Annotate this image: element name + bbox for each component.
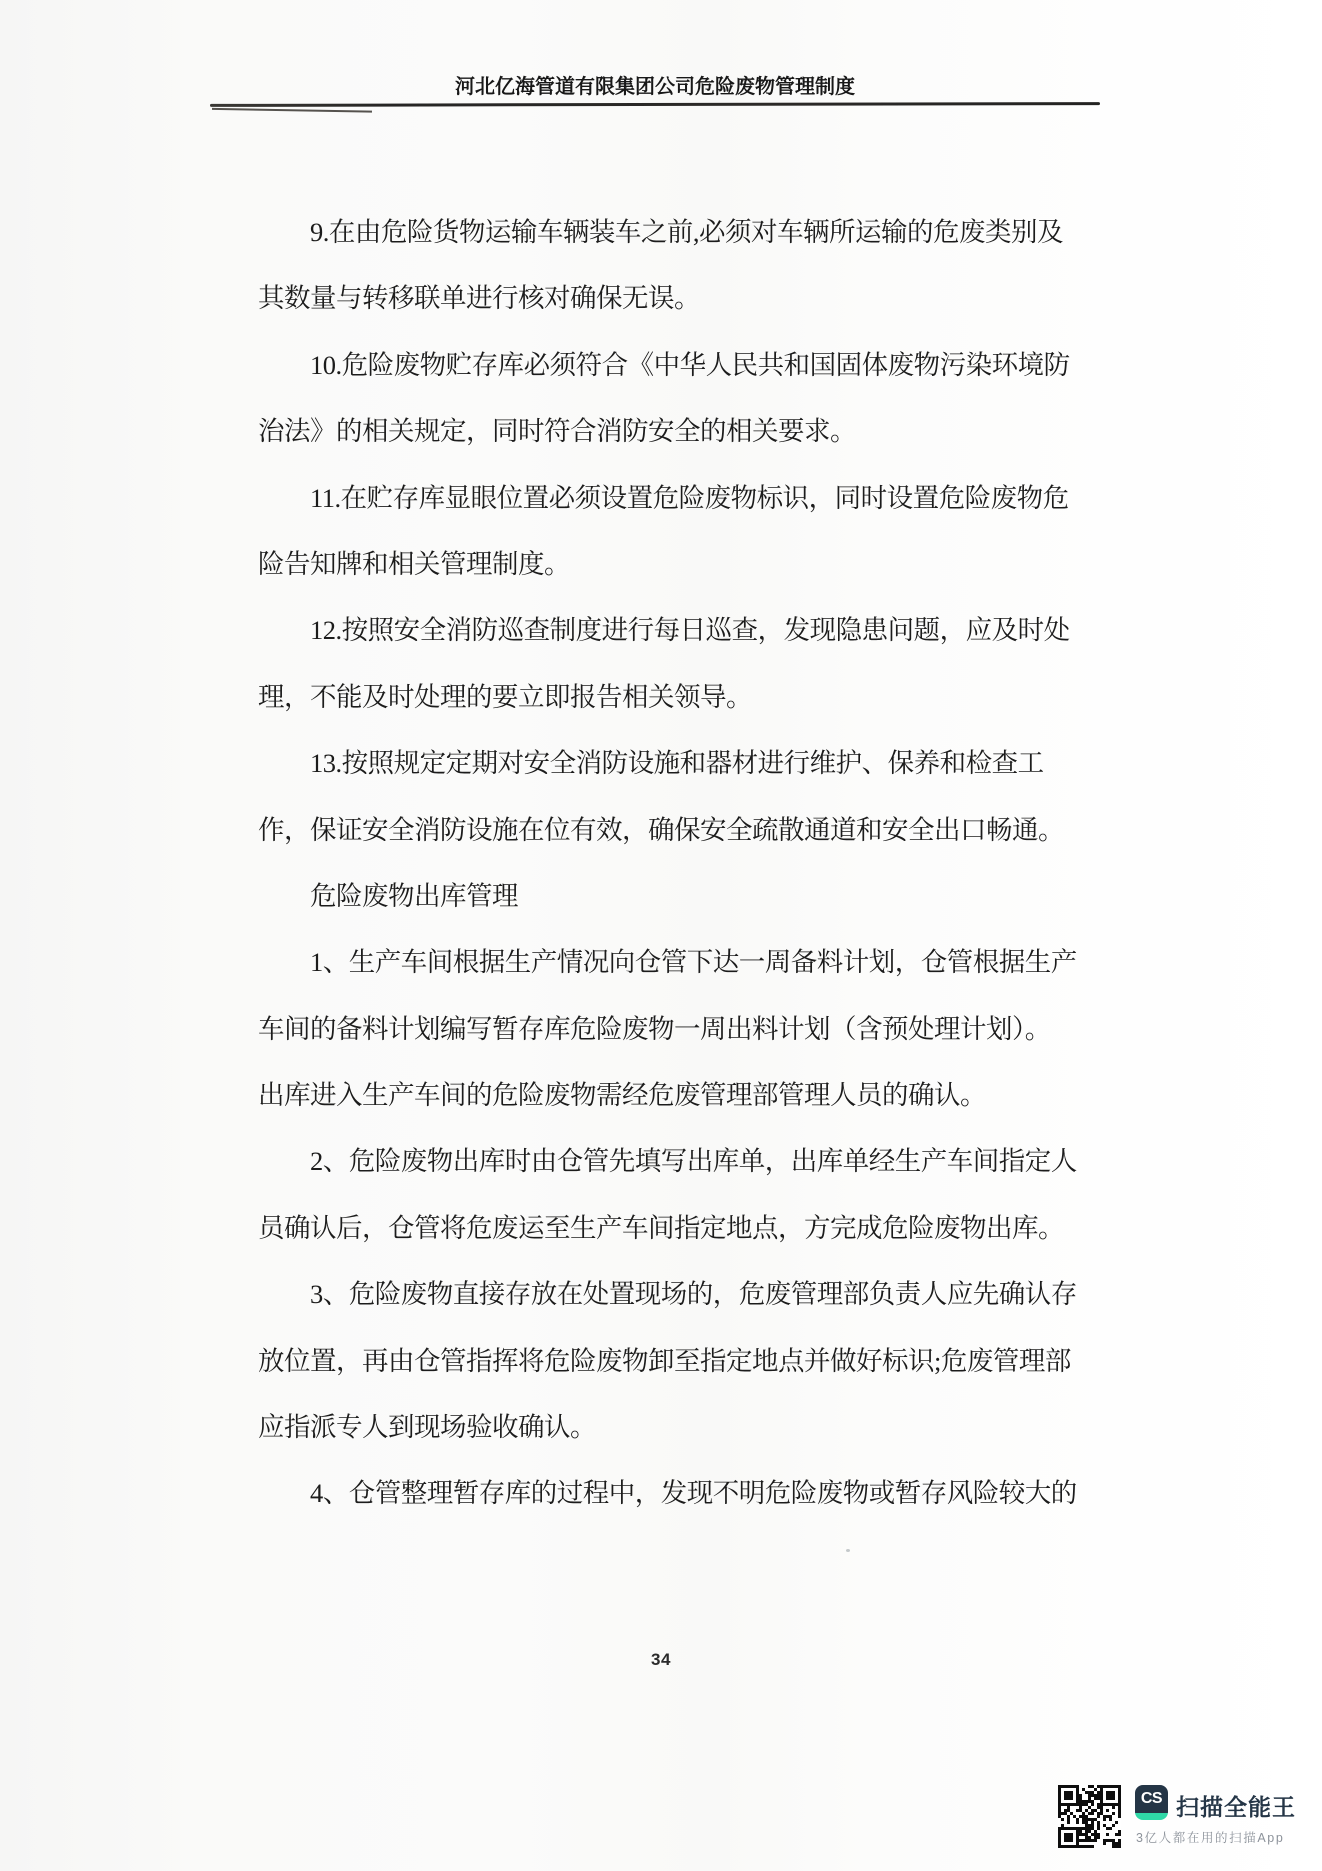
text-line: 危险废物出库管理 [310,880,518,911]
page-number: 34 [651,1650,671,1669]
camscanner-brand-name: 扫描全能王 [1176,1794,1296,1820]
qr-code-icon [1058,1785,1121,1848]
camscanner-logo-icon [1135,1785,1168,1820]
text-line: 11.在贮存库显眼位置必须设置危险废物标识，同时设置危险废物危 [310,482,1069,513]
document-header-title: 河北亿海管道有限集团公司危险废物管理制度 [455,76,855,98]
text-line: 险告知牌和相关管理制度。 [258,548,570,579]
text-line: 应指派专人到现场验收确认。 [258,1412,596,1443]
text-line: 10.危险废物贮存库必须符合《中华人民共和国固体废物污染环境防 [310,349,1070,380]
text-line: 放位置，再由仓管指挥将危险废物卸至指定地点并做好标识;危废管理部 [258,1345,1071,1376]
text-line: 员确认后，仓管将危废运至生产车间指定地点，方完成危险废物出库。 [258,1212,1064,1243]
camscanner-tagline: 3亿人都在用的扫描App [1136,1831,1285,1845]
camscanner-logo-text: CS [1140,1790,1163,1807]
text-line: 其数量与转移联单进行核对确保无误。 [258,283,700,314]
text-line: 车间的备料计划编写暂存库危险废物一周出料计划（含预处理计划）。 [258,1013,1051,1044]
text-line: 出库进入生产车间的危险废物需经危废管理部管理人员的确认。 [258,1080,986,1111]
text-line: 13.按照规定定期对安全消防设施和器材进行维护、保养和检查工 [310,748,1044,779]
text-line: 2、危险废物出库时由仓管先填写出库单，出库单经生产车间指定人 [310,1146,1077,1177]
text-line: 3、危险废物直接存放在处置现场的，危废管理部负责人应先确认存 [310,1279,1077,1310]
text-line: 4、仓管整理暂存库的过程中，发现不明危险废物或暂存风险较大的 [310,1478,1077,1509]
text-line: 1、生产车间根据生产情况向仓管下达一周备料计划，仓管根据生产 [310,947,1077,978]
header-divider-line [210,102,1100,107]
document-body [258,199,1077,1527]
scan-artifact-speck [846,1549,850,1552]
text-line: 9.在由危险货物运输车辆装车之前,必须对车辆所运输的危废类别及 [310,217,1063,247]
text-line: 治法》的相关规定，同时符合消防安全的相关要求。 [258,416,856,447]
text-line: 12.按照安全消防巡查制度进行每日巡查，发现隐患问题，应及时处 [310,615,1070,646]
text-line: 作，保证安全消防设施在位有效，确保安全疏散通道和安全出口畅通。 [258,814,1064,845]
text-line: 理，不能及时处理的要立即报告相关领导。 [258,681,752,712]
